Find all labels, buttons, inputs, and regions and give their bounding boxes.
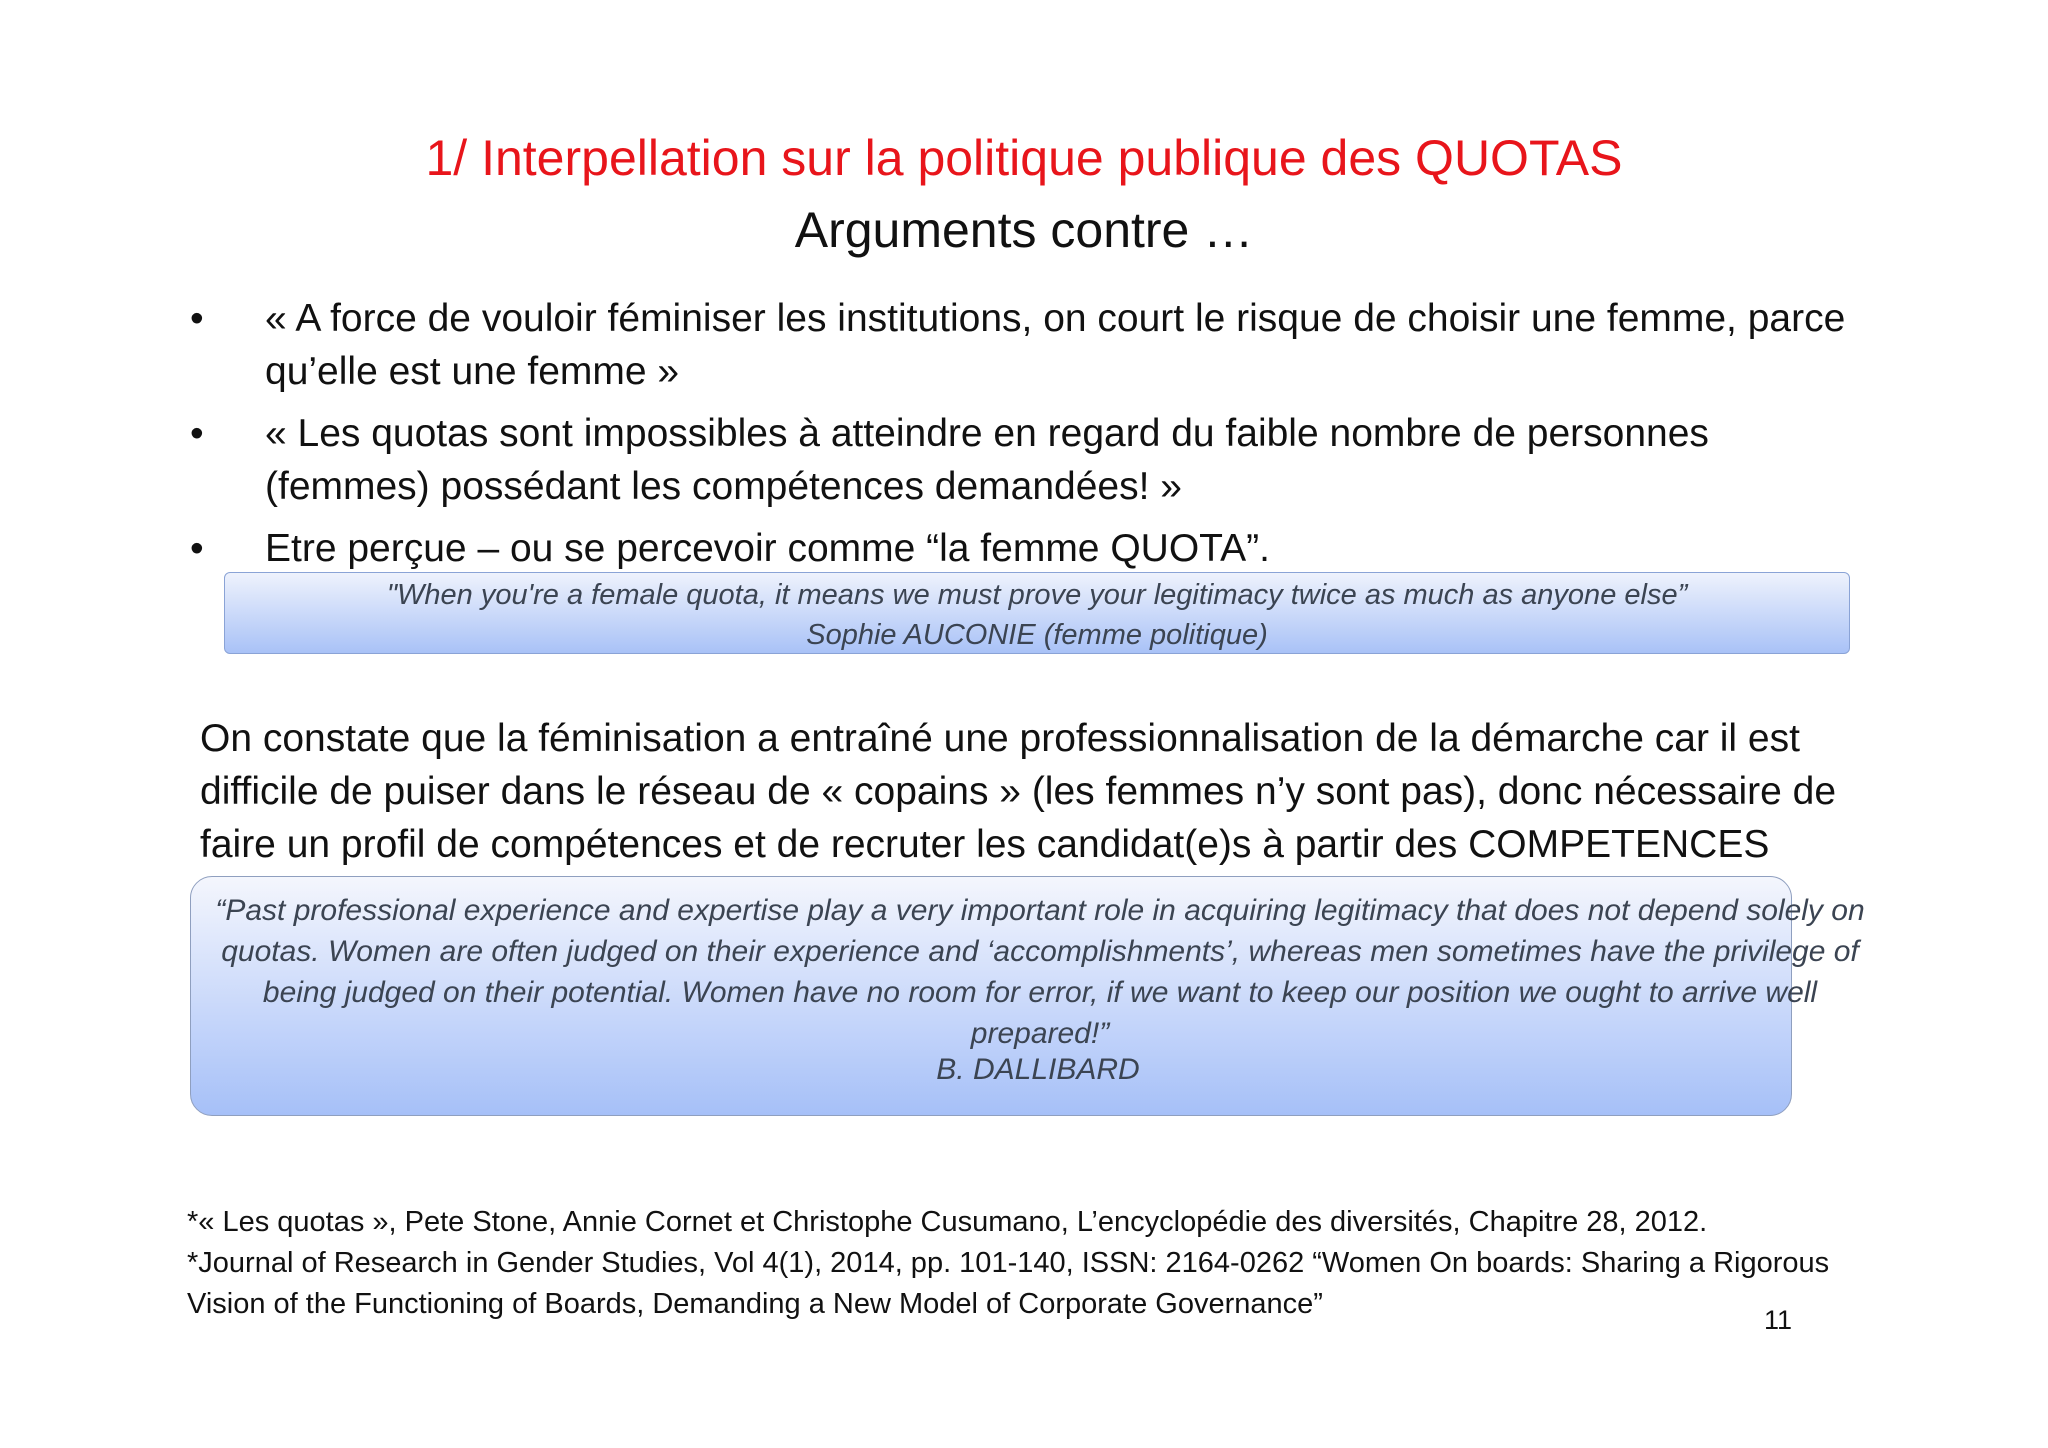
- quote-author: B. DALLIBARD: [936, 1053, 1140, 1086]
- slide-subtitle: Arguments contre …: [794, 202, 1254, 258]
- bullet-item: [190, 522, 1850, 575]
- reference-item: *« Les quotas », Pete Stone, Annie Cornet et Christophe Cusumano, L’encyclopédie des diversités, Chapitre 28, 2012.: [187, 1206, 1708, 1238]
- quote-text: "When you're a female quota, it means we must prove your legitimacy twice as much as anyone else”: [386, 579, 1688, 611]
- body-paragraph: On constate que la féminisation a entraîné une professionnalisation de la démarche car il est difficile de puiser dans le réseau de « copains » (les femmes n’y sont pas), donc nécessaire de faire un profil de compétences et de recruter les candidat(e)s à partir des COMPETENCES: [200, 717, 1837, 866]
- bullet-icon: •: [190, 412, 204, 455]
- slide-title: 1/ Interpellation sur la politique publique des QUOTAS: [425, 130, 1623, 186]
- quote-text: “Past professional experience and expertise play a very important role in acquiring legitimacy that does not depend solely on quotas. Women are often judged on their experience and ‘accomplishments’, whereas men sometimes have the privilege of being judged on their potential. Women have no room for error, if we want to keep our position we ought to arrive well prepared!”: [215, 894, 1865, 1050]
- bullet-item: [190, 292, 1850, 398]
- page-number: 11: [1764, 1305, 1793, 1335]
- bullet-icon: •: [190, 297, 204, 340]
- bullet-item: [190, 407, 1850, 513]
- reference-item: *Journal of Research in Gender Studies, Vol 4(1), 2014, pp. 101-140, ISSN: 2164-0262 “Women On boards: Sharing a Rigorous Vision of the Functioning of Boards, Demanding a New Model of Corporate Governance”: [187, 1247, 1830, 1320]
- references: [187, 1202, 1887, 1325]
- quote-author: Sophie AUCONIE (femme politique): [806, 619, 1268, 651]
- quote-box-auconie: [224, 572, 1850, 654]
- bullet-text: Etre perçue – ou se percevoir comme “la femme QUOTA”.: [265, 527, 1270, 570]
- bullet-icon: •: [190, 527, 204, 570]
- bullet-text: « Les quotas sont impossibles à atteindre en regard du faible nombre de personnes (femmes) possédant les compétences demandées! »: [265, 412, 1709, 508]
- bullet-text: « A force de vouloir féminiser les institutions, on court le risque de choisir une femme, parce qu’elle est une femme »: [265, 297, 1846, 393]
- bullet-list: [190, 292, 1850, 584]
